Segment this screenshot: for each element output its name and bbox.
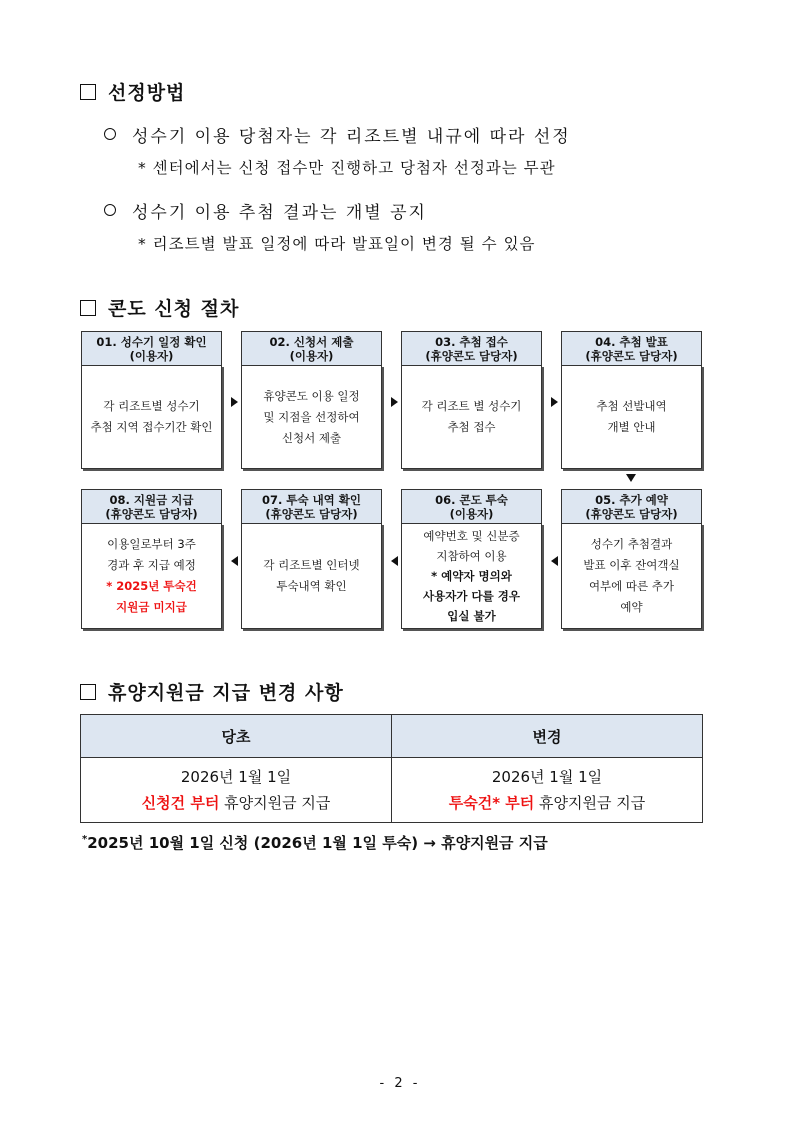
step-body: 성수기 추첨결과 발표 이후 잔여객실 여부에 따른 추가 예약 <box>561 523 702 629</box>
column-header-before: 당초 <box>81 715 392 758</box>
arrow-left-icon <box>391 556 398 566</box>
step-body: 추첨 선발내역 개별 안내 <box>561 365 702 469</box>
page-number: - 2 - <box>379 1076 421 1091</box>
arrow-left-icon <box>231 556 238 566</box>
step-header: 08. 지원금 지급 (휴양콘도 담당자) <box>81 489 222 523</box>
circle-bullet-icon <box>104 204 116 216</box>
checkbox-square-icon <box>80 300 96 316</box>
change-table <box>80 714 703 823</box>
arrow-right-icon <box>391 397 398 407</box>
step-header: 06. 콘도 투숙 (이용자) <box>401 489 542 523</box>
arrow-right-icon <box>551 397 558 407</box>
arrow-down-icon <box>626 474 636 482</box>
step-06 <box>401 489 542 629</box>
arrow-left-icon <box>551 556 558 566</box>
step-header: 07. 투숙 내역 확인 (휴양콘도 담당자) <box>241 489 382 523</box>
step-header: 01. 성수기 일정 확인 (이용자) <box>81 331 222 365</box>
checkbox-square-icon <box>80 684 96 700</box>
selection-note-2: * 리조트별 발표 일정에 따라 발표일이 변경 될 수 있음 <box>138 235 536 253</box>
before-cell: 2026년 1월 1일 신청건 부터 휴양지원금 지급 <box>81 758 392 823</box>
step-header: 04. 추첨 발표 (휴양콘도 담당자) <box>561 331 702 365</box>
step-body: 휴양콘도 이용 일정 및 지점을 선정하여 신청서 제출 <box>241 365 382 469</box>
table-row <box>81 758 703 823</box>
step-header: 05. 추가 예약 (휴양콘도 담당자) <box>561 489 702 523</box>
step-header: 03. 추첨 접수 (휴양콘도 담당자) <box>401 331 542 365</box>
circle-bullet-icon <box>104 128 116 140</box>
step-01 <box>81 331 222 469</box>
footnote: *2025년 10월 1일 신청 (2026년 1월 1일 투숙) → 휴양지원금 지급 <box>82 834 548 852</box>
selection-item-1: 성수기 이용 당첨자는 각 리조트별 내규에 따라 선정 <box>104 122 571 147</box>
checkbox-square-icon <box>80 84 96 100</box>
step-body: 각 리조트별 인터넷 투숙내역 확인 <box>241 523 382 629</box>
step-body: 이용일로부터 3주 경과 후 지급 예정 * 2025년 투숙건 지원금 미지급 <box>81 523 222 629</box>
column-header-after: 변경 <box>392 715 703 758</box>
arrow-right-icon <box>231 397 238 407</box>
step-header: 02. 신청서 제출 (이용자) <box>241 331 382 365</box>
step-08 <box>81 489 222 629</box>
step-body: 각 리조트 별 성수기 추첨 접수 <box>401 365 542 469</box>
step-02 <box>241 331 382 469</box>
after-cell: 2026년 1월 1일 투숙건* 부터 휴양지원금 지급 <box>392 758 703 823</box>
step-body: 예약번호 및 신분증 지참하여 이용 * 예약자 명의와 사용자가 다를 경우 입실 불가 <box>401 523 542 629</box>
step-03 <box>401 331 542 469</box>
selection-note-1: * 센터에서는 신청 접수만 진행하고 당첨자 선정과는 무관 <box>138 159 556 177</box>
section-title-change: 휴양지원금 지급 변경 사항 <box>80 678 344 705</box>
step-05 <box>561 489 702 629</box>
selection-item-2: 성수기 이용 추첨 결과는 개별 공지 <box>104 198 427 223</box>
section-title-procedure: 콘도 신청 절차 <box>80 294 239 321</box>
step-07 <box>241 489 382 629</box>
step-body: 각 리조트별 성수기 추첨 지역 접수기간 확인 <box>81 365 222 469</box>
table-header-row <box>81 715 703 758</box>
section-title-selection: 선정방법 <box>80 78 185 105</box>
step-04 <box>561 331 702 469</box>
